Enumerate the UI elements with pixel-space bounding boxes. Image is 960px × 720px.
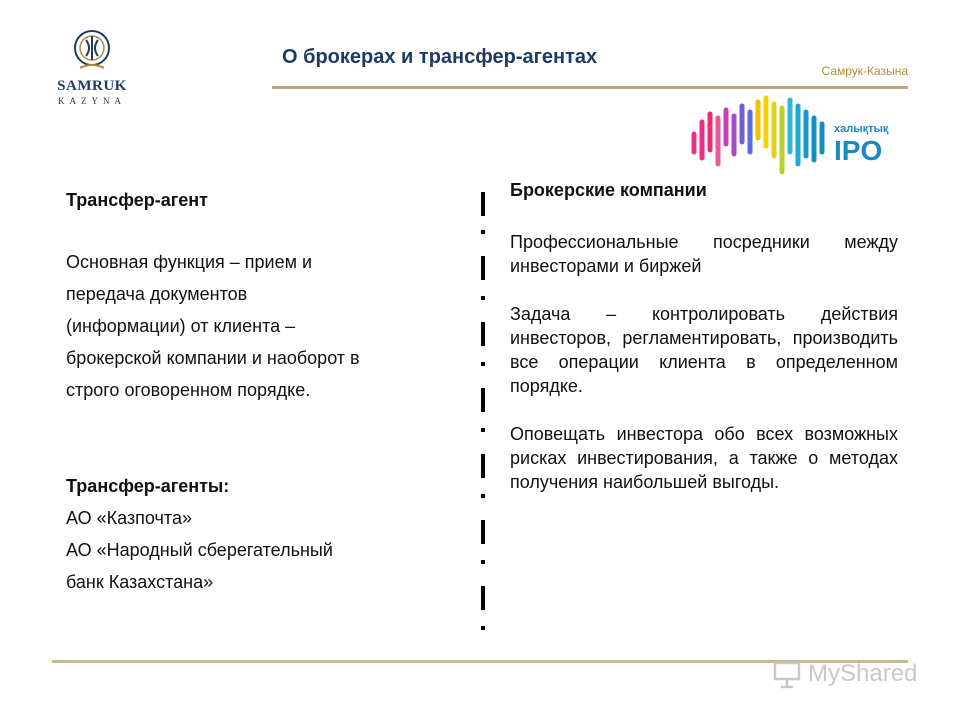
samruk-emblem-icon — [72, 28, 112, 76]
ipo-small-text: халықтық — [834, 123, 889, 135]
agent-line: банк Казахстана» — [66, 572, 214, 592]
header-rule — [272, 86, 908, 89]
halyktyk-ipo-logo — [688, 94, 898, 186]
watermark-text: MyShared — [808, 660, 918, 687]
brokers-para-1: Профессиональные посредники между инвесторами и биржей — [510, 232, 898, 276]
function-line: Основная функция – прием и — [66, 252, 313, 272]
presentation-icon — [772, 660, 802, 690]
transfer-agent-section — [66, 184, 466, 598]
function-line: строго оговоренном порядке. — [66, 380, 311, 400]
myshared-watermark — [768, 654, 928, 694]
transfer-agent-heading: Трансфер-агент — [66, 190, 208, 210]
logo-sub: KAZYNA — [58, 96, 126, 106]
ipo-big-text: IPO — [834, 135, 883, 166]
samruk-kazyna-logo — [52, 28, 132, 110]
function-line: передача документов — [66, 284, 248, 304]
transfer-agents-heading: Трансфер-агенты: — [66, 476, 230, 496]
function-line: (информации) от клиента – — [66, 316, 296, 336]
brokers-para-3: Оповещать инвестора обо всех возможных рисках инвестирования, а также о методах получения наибольшей выгоды. — [510, 424, 898, 492]
function-line: брокерской компании и наоборот в — [66, 348, 360, 368]
brokers-para-2: Задача – контролировать действия инвесторов, регламентировать, производить все операции клиента в определенном порядке. — [510, 304, 898, 396]
org-name: Самрук-Казына — [821, 64, 908, 78]
column-divider — [479, 192, 489, 642]
page-title: О брокерах и трансфер-агентах — [282, 46, 598, 68]
agent-line: АО «Казпочта» — [66, 508, 192, 528]
brokers-section — [510, 178, 898, 494]
brokers-heading: Брокерские компании — [510, 180, 707, 200]
ipo-bars-icon — [694, 98, 822, 172]
logo-word: SAMRUK — [57, 78, 127, 94]
agent-line: АО «Народный сберегательный — [66, 540, 333, 560]
